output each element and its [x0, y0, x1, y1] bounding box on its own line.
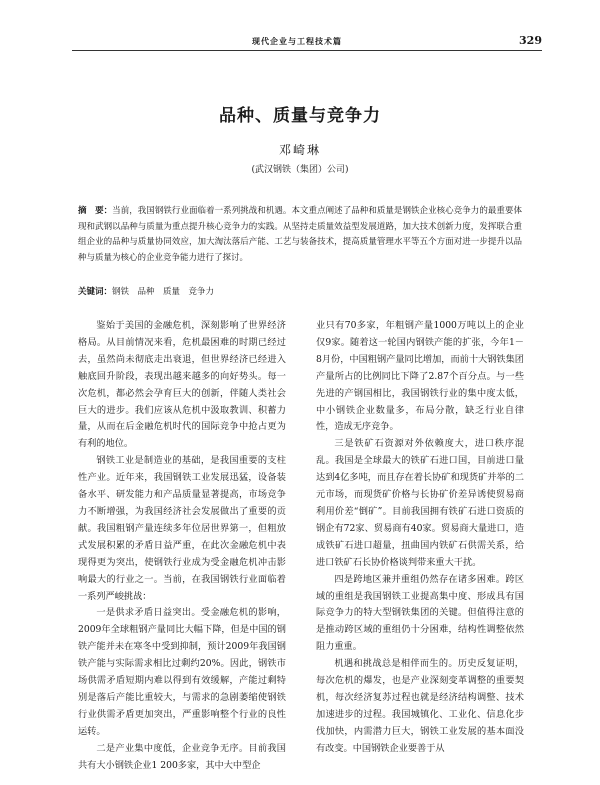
abstract — [78, 204, 522, 266]
body-column-left — [78, 318, 286, 774]
keywords-text: 钢铁 品种 质量 竞争力 — [112, 287, 215, 297]
paragraph: 钢铁工业是制造业的基础，是我国重要的支柱性产业。近年来，我国钢铁工业发展迅猛，设备装备水平、研发能力和产品质量显著提高，市场竞争力不断增强，为我国经济社会发展做出了重要的贡献。我国粗钢产量连续多年位居世界第一，但粗放式发展积累的矛盾日益严重，在此次金融危机中表现得更为突出，使钢铁行业成为受金融危机冲击影响最大的行业之一。当前，在我国钢铁行业面临着一系列严峻挑战： — [78, 455, 286, 602]
author-name: 邓崎琳 — [278, 143, 321, 157]
keywords-label: 关键词： — [78, 287, 113, 297]
abstract-text: 当前，我国钢铁行业面临着一系列挑战和机遇。本文重点阐述了品种和质量是钢铁企业核心竞争力的最重要体现和武钢以品种与质量为重点提升核心竞争力的实践。从坚持走质量效益型发展道路，加大技术创新力度，发挥联合重组企业的品种与质量协同效应，加大淘汰落后产能、工艺与装备技术，提高质量管理水平等五个方面对进一步提升以品种与质量为核心的企业竞争能力进行了探讨。 — [78, 206, 522, 263]
article-title: 品种、质量与竞争力 — [219, 106, 381, 126]
paragraph: 二是产业集中度低，企业竞争无序。目前我国共有大小钢铁企业1 200多家，其中大中型企 — [78, 742, 286, 771]
paragraph-continued: 业只有70多家，年粗钢产量1000万吨以上的企业仅9家。随着这一轮国内钢铁产能的扩张，今年1－8月份，中国粗钢产量同比增加，而前十大钢铁集团产量所占的比例同比下降了2.87个百分点。与一些先进的产钢国相比，我国钢铁行业的集中度太低，中小钢铁企业数量多，布局分散，缺乏行业自律性，造成无序竞争。 — [316, 320, 524, 433]
paragraph: 机遇和挑战总是相伴而生的。历史反复证明，每次危机的爆发，也是产业深刻变革调整的重要契机，每次经济复苏过程也就是经济结构调整、技术加速进步的过程。我国城镇化、工业化、信息化步伐加快，内需潜力巨大，钢铁工业发展的基本面没有改变。中国钢铁企业要善于从 — [316, 658, 524, 754]
page-number: 329 — [519, 34, 542, 47]
keywords — [78, 285, 522, 299]
paragraph: 一是供求矛盾日益突出。受金融危机的影响，2009年全球粗钢产量同比大幅下降，但是中国的钢铁产能并未在寒冬中受到抑制，预计2009年我国钢铁产能与实际需求相比过剩约20%。因此，钢铁市场供需矛盾短期内难以得到有效缓解，产能过剩特别是落后产能比重较大，与需求的急剧萎缩使钢铁行业供需矛盾更加突出，严重影响整个行业的良性运转。 — [78, 607, 286, 737]
paragraph: 鉴始于美国的金融危机，深刻影响了世界经济格局。从目前情况来看，危机最困难的时期已经过去，虽然尚未彻底走出衰退，但世界经济已经进入触底回升阶段，表现出越来越多的向好势头。每一次危机，都必然会孕育巨大的创新，伴随人类社会巨大的进步。我们应该从危机中汲取教训、积蓄力量，从而在后金融危机时代的国际竞争中抢占更为有利的地位。 — [78, 320, 286, 450]
abstract-label: 摘 要： — [78, 206, 113, 216]
paragraph: 四是跨地区兼并重组仍然存在诸多困难。跨区域的重组是我国钢铁工业提高集中度、形成具有国际竞争力的特大型钢铁集团的关键。但值得注意的是推动跨区域的重组仍十分困难，结构性调整依然阻力重重。 — [316, 573, 524, 653]
paragraph: 三是铁矿石资源对外依赖度大，进口秩序混乱。我国是全球最大的铁矿石进口国，目前进口量达到4亿多吨，而且存在着长协矿和现货矿并举的二元市场，而现货矿价格与长协矿价差异诱使贸易商利用价差“倒矿”。目前我国拥有铁矿石进口资质的钢企有72家、贸易商有40家。贸易商大量进口，造成铁矿石进口超量，扭曲国内铁矿石供需关系，给进口铁矿石长协价格谈判带来重大干扰。 — [316, 438, 524, 568]
author-affiliation: (武汉钢铁（集团）公司) — [251, 165, 349, 175]
journal-name: 现代企业与工程技术篇 — [252, 36, 342, 46]
running-header — [72, 34, 542, 51]
body-column-right — [316, 318, 524, 758]
